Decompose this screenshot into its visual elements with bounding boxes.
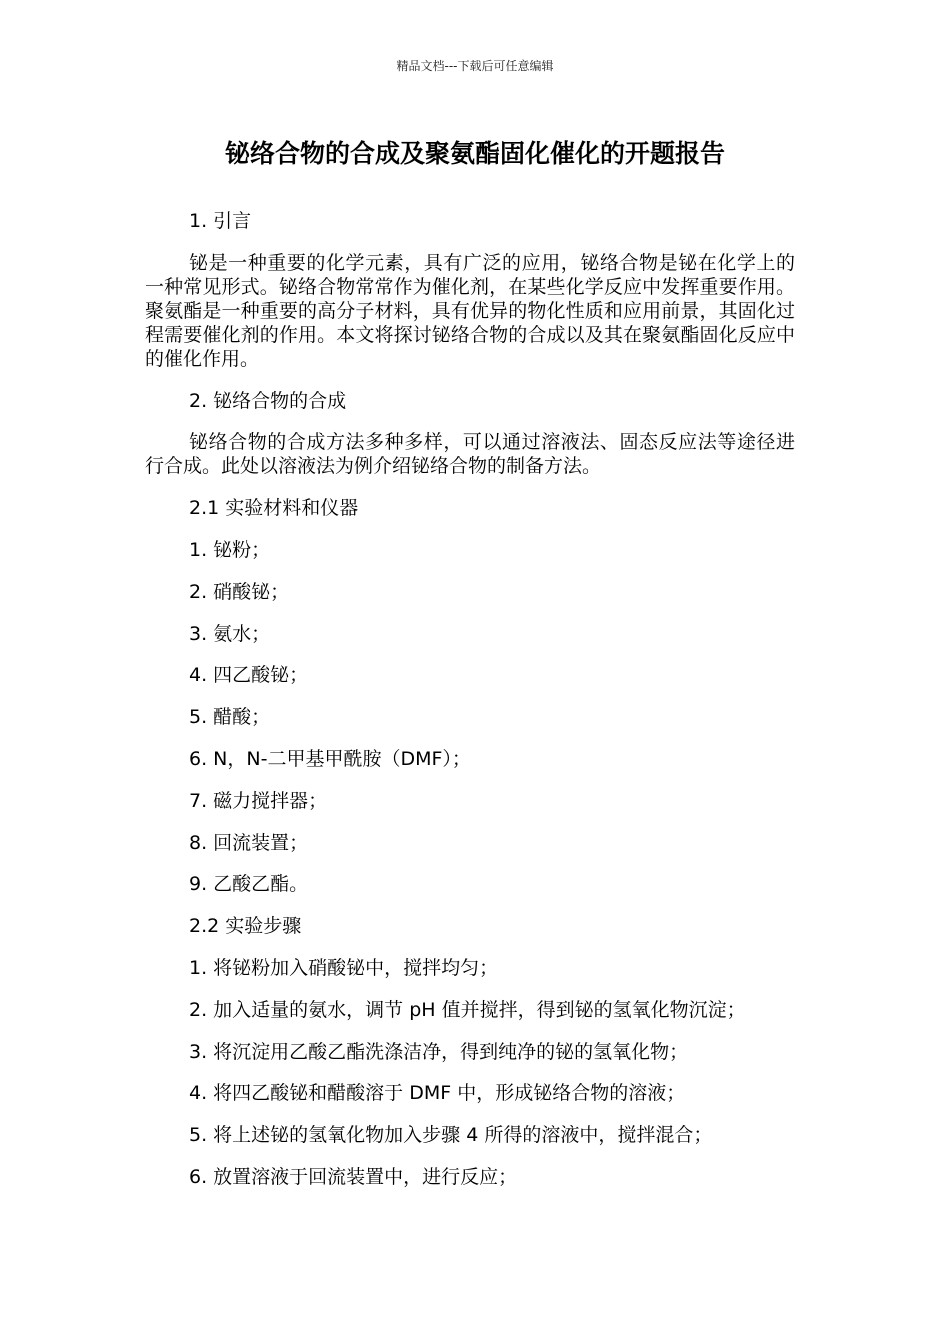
list-item-material: 8. 回流装置；: [189, 831, 309, 854]
document-body: [145, 209, 795, 1207]
section-heading-introduction: 1. 引言: [189, 210, 252, 232]
paragraph-introduction: 铋是一种重要的化学元素，具有广泛的应用，铋络合物是铋在化学上的一种常见形式。铋络合物常常作为催化剂，在某些化学反应中发挥重要作用。聚氨酯是一种重要的高分子材料，具有优异的物化性质和应用前景，其固化过程需要催化剂的作用。本文将探讨铋络合物的合成以及其在聚氨酯固化反应中的催化作用。: [145, 251, 795, 370]
list-item-step: 3. 将沉淀用乙酸乙酯洗涤洁净，得到纯净的铋的氢氧化物；: [189, 1040, 689, 1063]
list-item-material: 5. 醋酸；: [189, 706, 271, 729]
list-item-step: 1. 将铋粉加入硝酸铋中，搅拌均匀；: [189, 956, 499, 979]
document-title: 铋络合物的合成及聚氨酯固化催化的开题报告: [224, 139, 725, 168]
list-item-step: 6. 放置溶液于回流装置中，进行反应；: [189, 1165, 518, 1188]
list-item-material: 2. 硝酸铋；: [189, 580, 290, 603]
subsection-heading-materials: 2.1 实验材料和仪器: [189, 497, 359, 520]
subsection-heading-steps: 2.2 实验步骤: [189, 915, 302, 938]
page-header-note: 精品文档---下载后可任意编辑: [396, 59, 554, 73]
list-item-material: 6. N，N-二甲基甲酰胺（DMF）；: [189, 747, 471, 770]
list-item-step: 5. 将上述铋的氢氧化物加入步骤 4 所得的溶液中，搅拌混合；: [189, 1124, 713, 1147]
list-item-material: 1. 铋粉；: [189, 538, 271, 561]
list-item-step: 2. 加入适量的氨水，调节 pH 值并搅拌，得到铋的氢氧化物沉淀；: [189, 998, 746, 1021]
list-item-material: 7. 磁力搅拌器；: [189, 789, 328, 812]
list-item-step: 4. 将四乙酸铋和醋酸溶于 DMF 中，形成铋络合物的溶液；: [189, 1082, 686, 1105]
section-heading-synthesis: 2. 铋络合物的合成: [189, 389, 347, 412]
list-item-material: 4. 四乙酸铋；: [189, 664, 309, 687]
list-item-material: 9. 乙酸乙酯。: [189, 873, 309, 896]
list-item-material: 3. 氨水；: [189, 622, 271, 645]
paragraph-synthesis: 铋络合物的合成方法多种多样，可以通过溶液法、固态反应法等途径进行合成。此处以溶液法为例介绍铋络合物的制备方法。: [145, 431, 795, 478]
